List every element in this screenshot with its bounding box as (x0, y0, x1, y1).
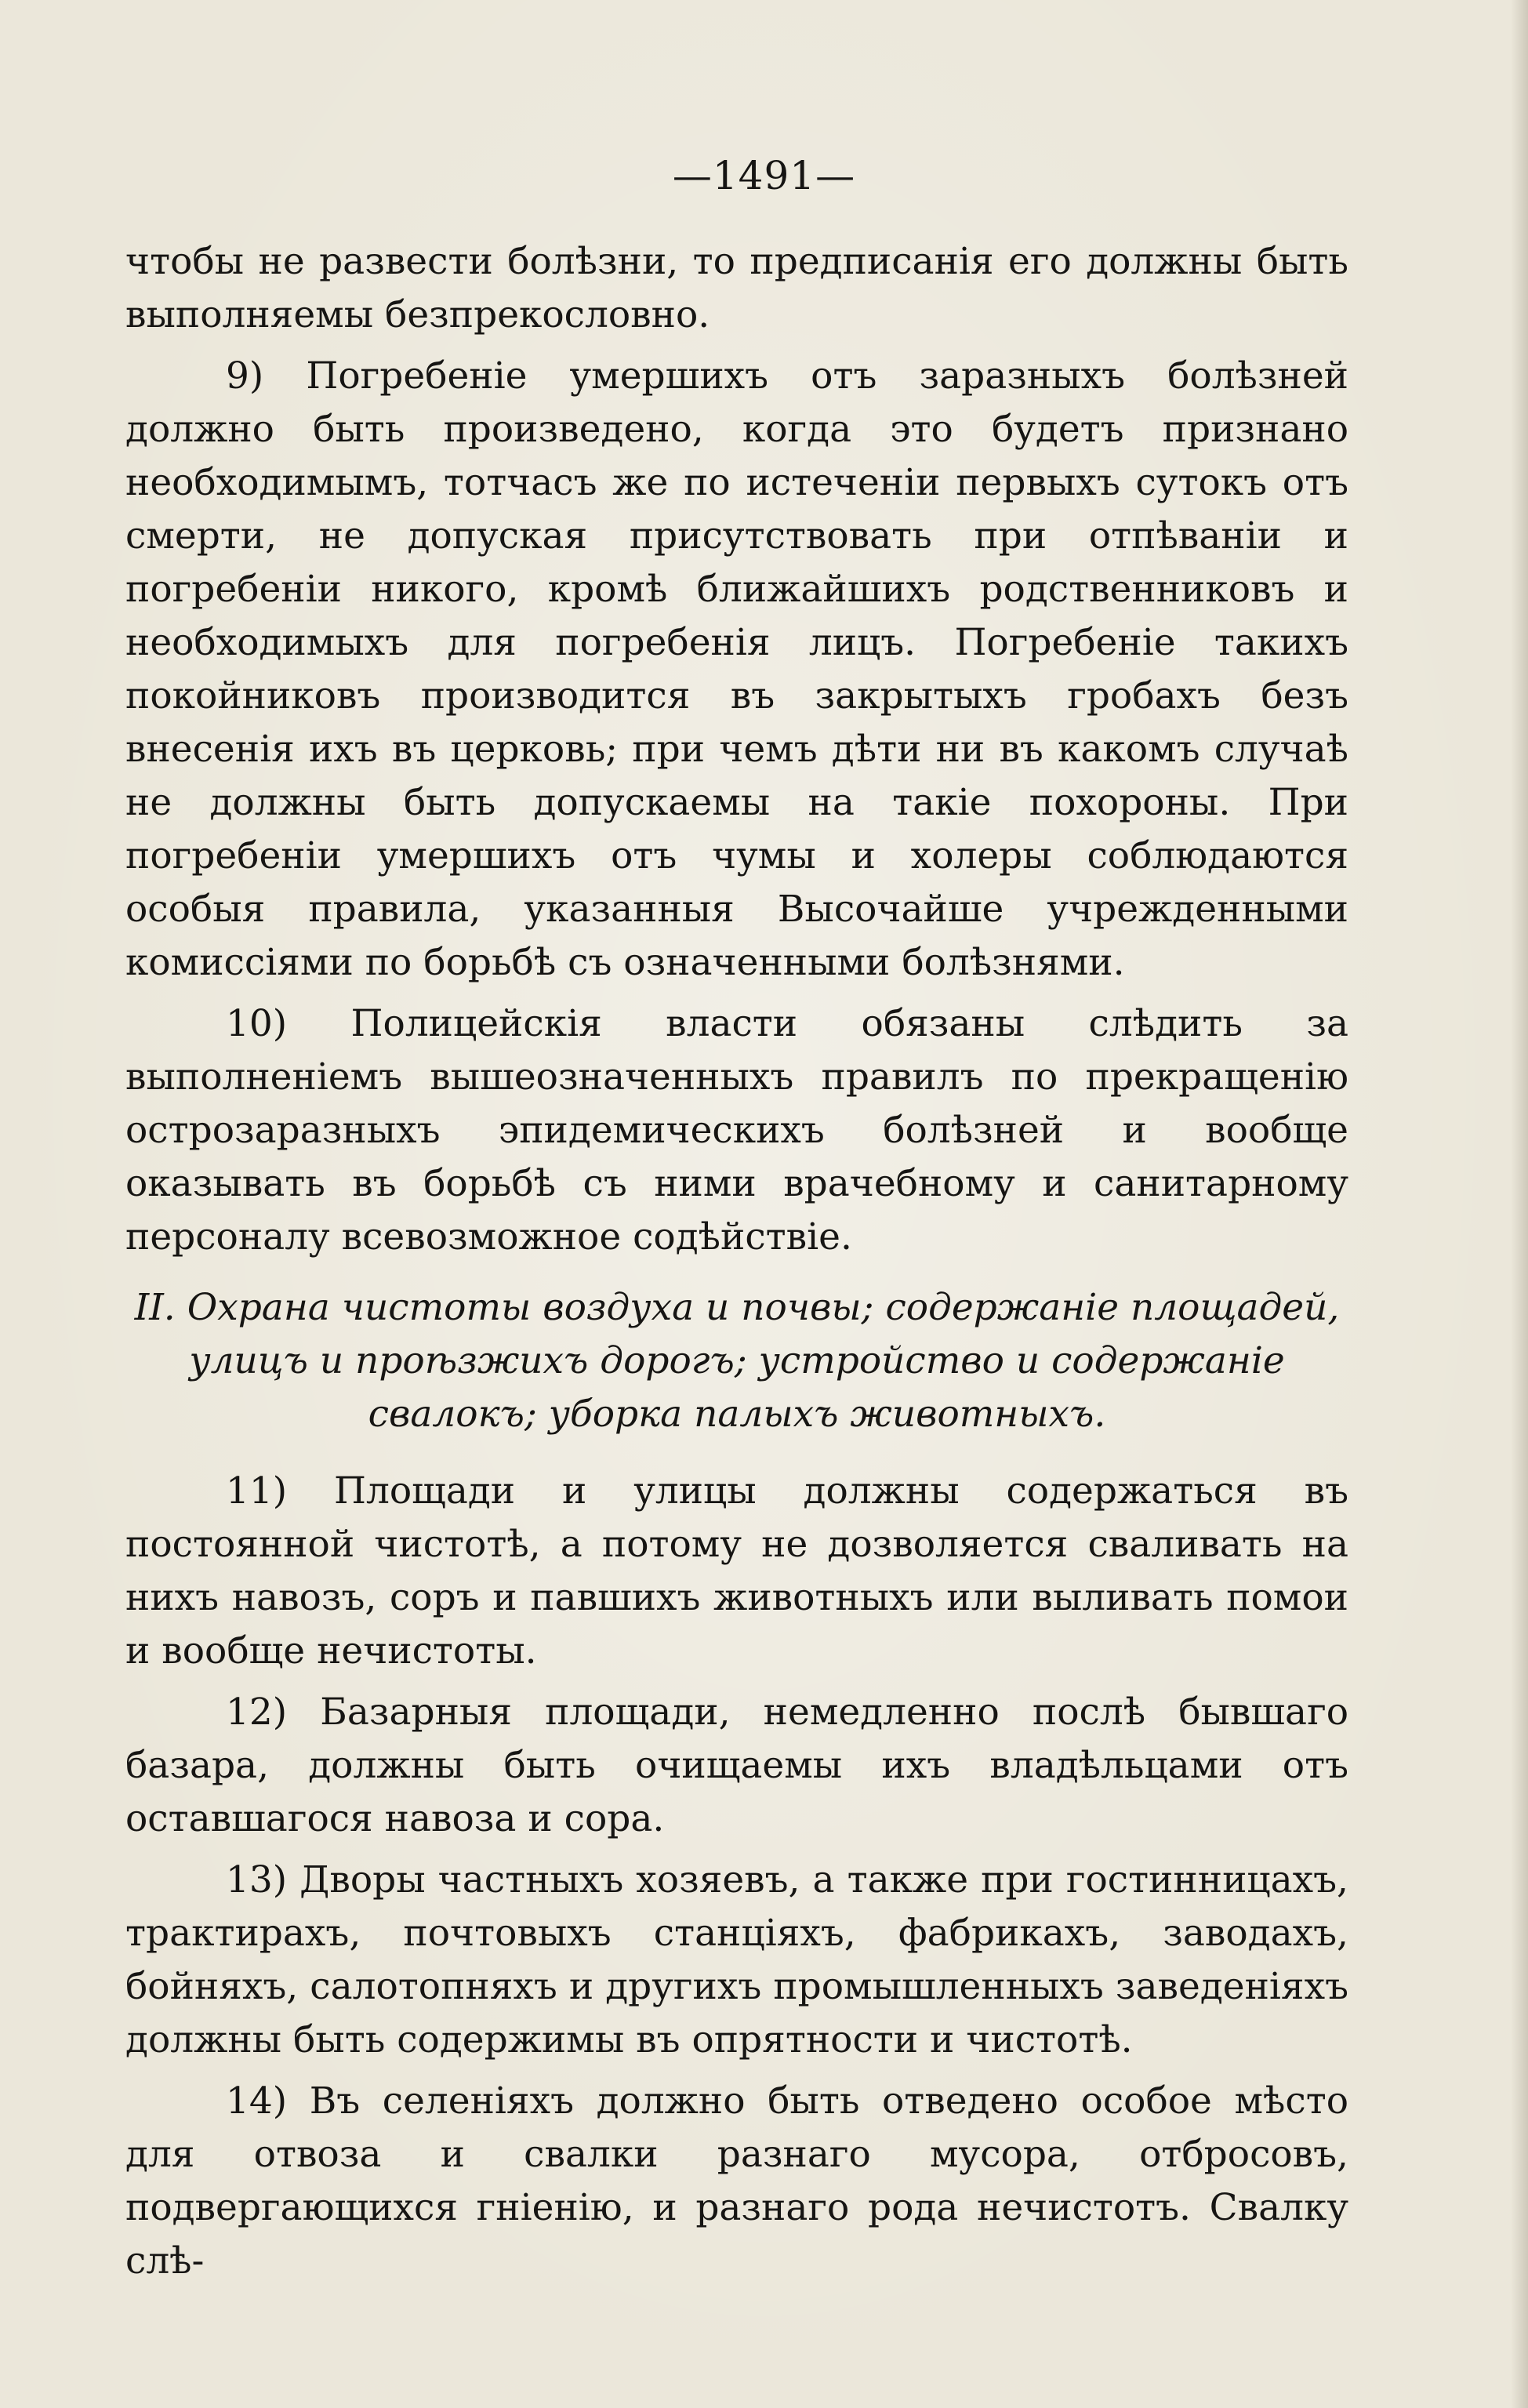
paragraph-10: 10) Полицейскія власти обязаны слѣдить за выполненіемъ вышеозначенныхъ правилъ по прекращенію острозаразныхъ эпидемическихъ болѣзней и вообще оказывать въ борьбѣ съ ними врачебному и санитарному персоналу всевозможное содѣйствіе. (125, 1002, 1348, 1258)
paragraph-13: 13) Дворы частныхъ хозяевъ, а также при гостинницахъ, трактирахъ, почтовыхъ станціяхъ, фабрикахъ, заводахъ, бойняхъ, салотопняхъ и другихъ промышленныхъ заведеніяхъ должны быть содержимы въ опрятности и чистотѣ. (125, 1858, 1348, 2061)
paragraph-11: 11) Площади и улицы должны содержаться въ постоянной чистотѣ, а потому не дозволяется сваливать на нихъ навозъ, соръ и павшихъ животныхъ или выливать помои и вообще нечистоты. (125, 1469, 1348, 1673)
section-title: Охрана чистоты воздуха и почвы; содержаніе площадей, улицъ и проѣзжихъ дорогъ; устройство и содержаніе свалокъ; уборка палыхъ животныхъ. (187, 1286, 1340, 1436)
paragraph-14: 14) Въ селеніяхъ должно быть отведено особое мѣсто для отвоза и свалки разнаго мусора, отбросовъ, подвергающихся гніенію, и разнаго рода нечистотъ. Свалку слѣ- (125, 2079, 1348, 2283)
page-number: —1491— (672, 153, 856, 198)
section-number: II. (134, 1286, 176, 1329)
paragraph-continuation: чтобы не развести болѣзни, то предписанія его должны быть выполняемы безпрекословно. (125, 240, 1348, 336)
page-edge-shadow (1511, 0, 1528, 2408)
body-text (125, 235, 1348, 2288)
paragraph-12: 12) Базарныя площади, немедленно послѣ бывшаго базара, должны быть очищаемы ихъ владѣльцами отъ оставшагося навоза и сора. (125, 1691, 1348, 1840)
paragraph-9: 9) Погребеніе умершихъ отъ заразныхъ болѣзней должно быть произведено, когда это будетъ признано необходимымъ, тотчасъ же по истеченіи первыхъ сутокъ отъ смерти, не допуская присутствовать при отпѣваніи и погребеніи никого, кромѣ ближайшихъ родственниковъ и необходимыхъ для погребенія лицъ. Погребеніе такихъ покойниковъ производится въ закрытыхъ гробахъ безъ внесенія ихъ въ церковь; при чемъ дѣти ни въ какомъ случаѣ не должны быть допускаемы на такіе похороны. При погребеніи умершихъ отъ чумы и холеры соблюдаются особыя правила, указанныя Высочайше учрежденными комиссіями по борьбѣ съ означенными болѣзнями. (125, 354, 1348, 984)
section-heading (125, 1281, 1348, 1441)
